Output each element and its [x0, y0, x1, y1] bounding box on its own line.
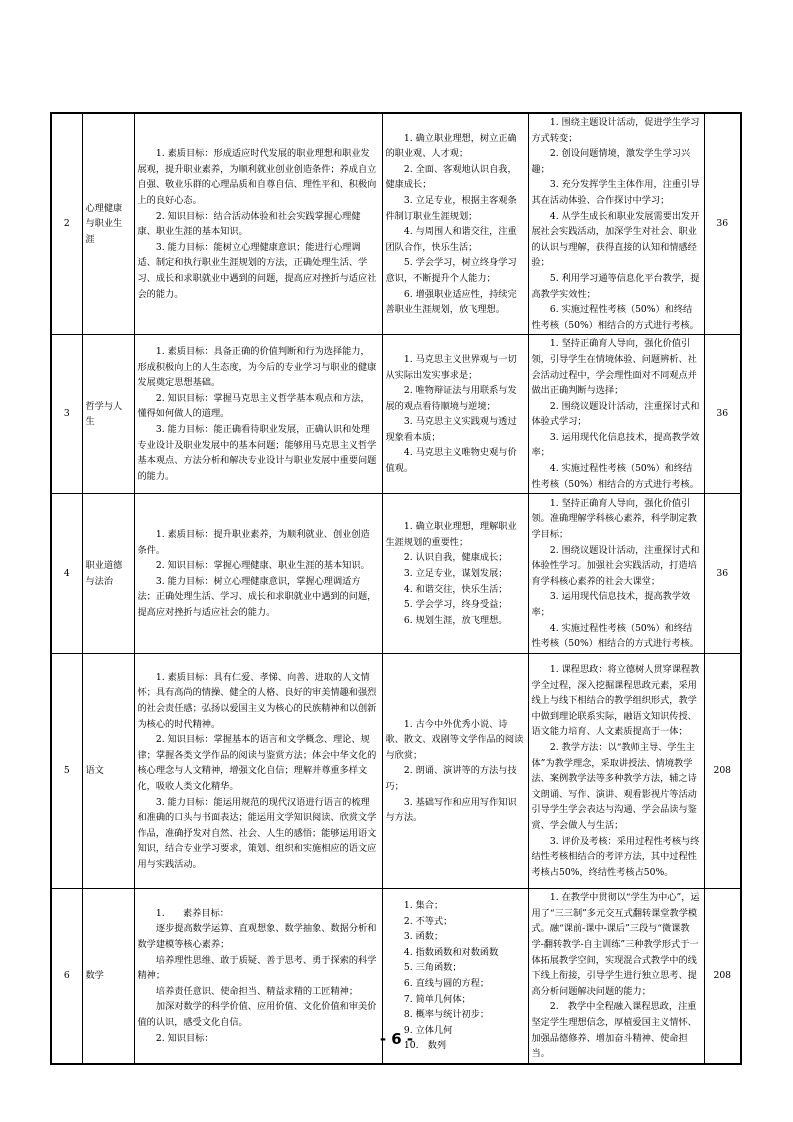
page-number: - 6 - [379, 1030, 414, 1048]
method-text: 5. 利用学习通等信息化平台教学，提高教学实效性； [531, 272, 700, 300]
content-text: 6. 规划生涯，放飞理想。 [403, 614, 508, 626]
content-text: 6. 增强职业适应性，持续完善职业生涯规划，放飞理想。 [385, 288, 517, 316]
course-name: 职业道德与法治 [82, 494, 134, 654]
content-text: 4. 与周围人和谐交往，注重团队合作，快乐生活； [385, 226, 517, 253]
content-text: 7. 简单几何体； [403, 993, 471, 1005]
content-text: 5. 三角函数； [403, 962, 462, 974]
course-content [382, 113, 528, 335]
content-text: 3. 函数； [403, 931, 444, 943]
goal-text: 2. 知识目标：结合活动体验和社会实践掌握心理健康、职业生涯的基本知识。 [137, 210, 361, 238]
row-number: 4 [51, 494, 82, 654]
table-row [51, 654, 741, 889]
content-text: 1. 马克思主义世界观与一切从实际出发实事求是； [385, 353, 517, 381]
method-text: 3. 运用现代信息技术，提高教学效率； [531, 591, 691, 618]
method-text: 3. 运用现代化信息技术，提高教学效率； [531, 431, 700, 459]
course-content [382, 654, 528, 889]
course-content [382, 494, 528, 654]
goal-text: 1. 素质目标：具有仁爱、孝悌、向善、进取的人文情怀；具有高尚的情操、健全的人格、良好的审美情趣和强烈的社会责任感；弘扬以爱国主义为核心的民族精神和以创新为核心的时代精神。 [137, 671, 377, 730]
method-text: 2. 教学方法：以“教师主导、学生主体”为教学理念，采取讲授法、情境教学法、案例教学法等多种教学方法，辅之诗文朗诵、写作、演讲、观看影视片等活动引导学生学会表达与沟通、学会品读与鉴赏、学会做人与生活； [531, 742, 697, 832]
table-row [51, 113, 741, 335]
course-name: 数学 [82, 889, 134, 1064]
course-goals [134, 113, 382, 335]
table-row [51, 494, 741, 654]
method-text: 1. 围绕主题设计活动，促进学生学习方式转变； [531, 117, 700, 144]
method-text: 4. 实施过程性考核（50%）和终结性考核（50%）相结合的方式进行考核。 [531, 463, 699, 490]
content-text: 3. 立足专业，谋划发展； [403, 567, 508, 579]
teaching-method [528, 494, 704, 654]
course-goals [134, 654, 382, 889]
table-body [51, 113, 741, 1064]
content-text: 10. 数列 [403, 1040, 447, 1052]
content-text: 5. 学会学习，终身受益； [403, 599, 508, 611]
method-text: 1. 坚持正确育人导向，强化价值引领，引导学生在情境体验、问题辨析、社会活动过程中，学会理性面对不同观点并做出正确判断与选择； [531, 338, 697, 397]
content-text: 8. 概率与统计初步； [403, 1009, 490, 1021]
goal-text: 1. 素养目标： [155, 907, 229, 919]
row-number: 3 [51, 335, 82, 494]
row-number: 5 [51, 654, 82, 889]
content-text: 2. 不等式； [403, 915, 453, 927]
teaching-method [528, 113, 704, 335]
goal-text: 1. 素质目标：具备正确的价值判断和行为选择能力，形成积极向上的人生态度，为今后的专业学习与职业的健康发展奠定思想基础。 [137, 346, 377, 389]
goal-text: 3. 能力目标：能树立心理健康意识；能进行心理调适、制定和执行职业生涯规划的方法，正确处理生活、学习、成长和求职就业中遇到的问题，提高应对挫折与适应社会的能力。 [137, 241, 377, 300]
method-text: 2. 围绕议题设计活动，注重探讨式和体验式学习； [531, 400, 700, 428]
course-hours: 36 [704, 494, 741, 654]
teaching-method [528, 654, 704, 889]
course-hours: 208 [704, 654, 741, 889]
goal-text: 3. 能力目标：能运用规范的现代汉语进行语言的梳理和准确的口头与书面表达；能运用文学知识阅读、欣赏文学作品，准确抒发对自然、社会、人生的感悟；能够运用语文知识，结合专业学习要求，策划、组织和实施相应的语文应用与实践活动。 [137, 796, 377, 871]
content-text: 3. 立足专业，根据主客观条件制订职业生涯规划； [385, 194, 517, 222]
row-number: 2 [51, 113, 82, 335]
goal-text: 1. 素质目标：形成适应时代发展的职业理想和职业发展观，提升职业素养，为顺利就业创业创造条件；养成自立自强、敬业乐群的心理品质和自尊自信、理性平和、积极向上的良好心态。 [137, 148, 377, 206]
content-text: 2. 朗诵、演讲等的方法与技巧； [385, 765, 517, 793]
course-name: 哲学与人生 [82, 335, 134, 494]
method-text: 2. 教学中全程融入课程思政，注重坚定学生理想信念，厚植爱国主义情怀、加强品德修养、增加奋斗精神、使命担当。 [531, 1001, 697, 1060]
course-content [382, 335, 528, 494]
method-text: 3. 充分发挥学生主体作用，注重引导其在活动体验、合作探讨中学习； [531, 179, 700, 206]
content-text: 2. 全面、客观地认识自我，健康成长； [385, 163, 517, 191]
content-text: 9. 立体几何 [403, 1024, 453, 1036]
goal-text: 1. 素质目标：提升职业素养，为顺利就业、创业创造条件。 [137, 528, 370, 556]
method-text: 2. 围绕议题设计活动，注重探讨式和体验性学习。加强社会实践活动，打造培育学科核心素养的社会大课堂； [531, 544, 700, 587]
row-number: 6 [51, 889, 82, 1064]
content-text: 3. 马克思主义实践观与透过现象看本质； [385, 416, 517, 443]
method-text: 1. 在教学中贯彻以“学生为中心”，运用了“三三制”多元交互式翻转课堂教学模式。融“课前-课中-课后”三段与“微课教学-翻转教学-自主训练”三种教学形式于一体拓展教学空间，实现混合式教学中的线下线上衔接，引导学生进行独立思考、提高分析问题解决问题的能力； [531, 892, 700, 997]
content-text: 2. 唯物辩证法与用联系与发展的观点看待顺境与逆境； [385, 385, 517, 412]
goal-text: 2. 知识目标： [155, 1032, 214, 1044]
content-text: 1. 确立职业理想，树立正确的职业观、人才观； [385, 132, 517, 160]
method-text: 6. 实施过程性考核（50%）和终结性考核（50%）相结合的方式进行考核。 [531, 304, 699, 331]
goal-text: 培养理性思维、敢于质疑、善于思考、勇于探索的科学精神； [137, 954, 377, 982]
method-text: 3. 评价及考核：采用过程性考核与终结性考核相结合的考评方法，其中过程性考核占50%，终结性考核占50%。 [531, 835, 700, 878]
goal-text: 2. 知识目标：掌握马克思主义哲学基本观点和方法，懂得如何做人的道理。 [137, 392, 370, 420]
content-text: 3. 基础写作和应用写作知识与方法。 [385, 796, 517, 824]
method-text: 1. 坚持正确育人导向，强化价值引领。准确理解学科核心素养，科学制定教学目标； [531, 497, 697, 540]
method-text: 4. 从学生成长和职业发展需要出发开展社会实践活动，加深学生对社会、职业的认识与理解，获得直接的认知和情感经验； [531, 210, 700, 269]
content-text: 6. 直线与圆的方程； [403, 978, 490, 990]
content-text: 4. 马克思主义唯物史观与价值观。 [385, 447, 517, 475]
curriculum-table [50, 112, 742, 1065]
goal-text: 培养责任意识、使命担当、精益求精的工匠精神； [155, 985, 359, 997]
goal-text: 3. 能力目标：树立心理健康意识，掌握心理调适方法；正确处理生活、学习、成长和求职就业中遇到的问题，提高应对挫折与适应社会的能力。 [137, 575, 377, 618]
table-row [51, 335, 741, 494]
goal-text: 逐步提高数学运算、直观想象、数学抽象、数据分析和数学建模等核心素养； [137, 923, 377, 951]
goal-text: 加深对数学的科学价值、应用价值、文化价值和审美价值的认识，感受文化自信。 [137, 1001, 377, 1028]
content-text: 1. 古今中外优秀小说、诗歌、散文、戏剧等文学作品的阅读与欣赏； [385, 718, 524, 761]
course-hours: 36 [704, 113, 741, 335]
teaching-method [528, 335, 704, 494]
content-text: 4. 和谐交往，快乐生活； [403, 583, 508, 595]
course-hours: 36 [704, 335, 741, 494]
content-text: 5. 学会学习，树立终身学习意识，不断提升个人能力； [385, 257, 517, 284]
method-text: 4. 实施过程性考核（50%）和终结性考核（50%）相结合的方式进行考核。 [531, 622, 699, 650]
course-name: 心理健康与职业生涯 [82, 113, 134, 335]
content-text: 2. 认识自我，健康成长； [403, 552, 508, 564]
course-goals [134, 335, 382, 494]
course-name: 语文 [82, 654, 134, 889]
content-text: 4. 指数函数和对数函数 [403, 946, 499, 958]
goal-text: 2. 知识目标：掌握心理健康、职业生涯的基本知识。 [155, 560, 370, 572]
content-text: 1. 集合； [403, 900, 444, 912]
course-hours: 208 [704, 889, 741, 1064]
method-text: 2. 创设问题情境，激发学生学习兴趣； [531, 148, 691, 175]
goal-text: 2. 知识目标：掌握基本的语言和文学概念、理论、规律；掌握各类文学作品的阅读与鉴赏方法；体会中华文化的核心理念与人文精神，增强文化自信；理解并尊重多样文化，吸收人类文化精华。 [137, 734, 377, 793]
method-text: 1. 课程思政：将立德树人贯穿课程教学全过程，深入挖掘课程思政元素，采用线上与线下相结合的教学组织形式，教学中做到理论联系实际，融语文知识传授、语文能力培育、人文素质提高于一体； [531, 664, 700, 738]
course-goals [134, 494, 382, 654]
goal-text: 3. 能力目标：能正确看待职业发展，正确认识和处理专业设计及职业发展中的基本问题；能够用马克思主义哲学基本观点、方法分析和解决专业设计与职业发展中重要问题的能力。 [137, 424, 377, 482]
content-text: 1. 确立职业理想，理解职业生涯规划的重要性； [385, 521, 517, 548]
